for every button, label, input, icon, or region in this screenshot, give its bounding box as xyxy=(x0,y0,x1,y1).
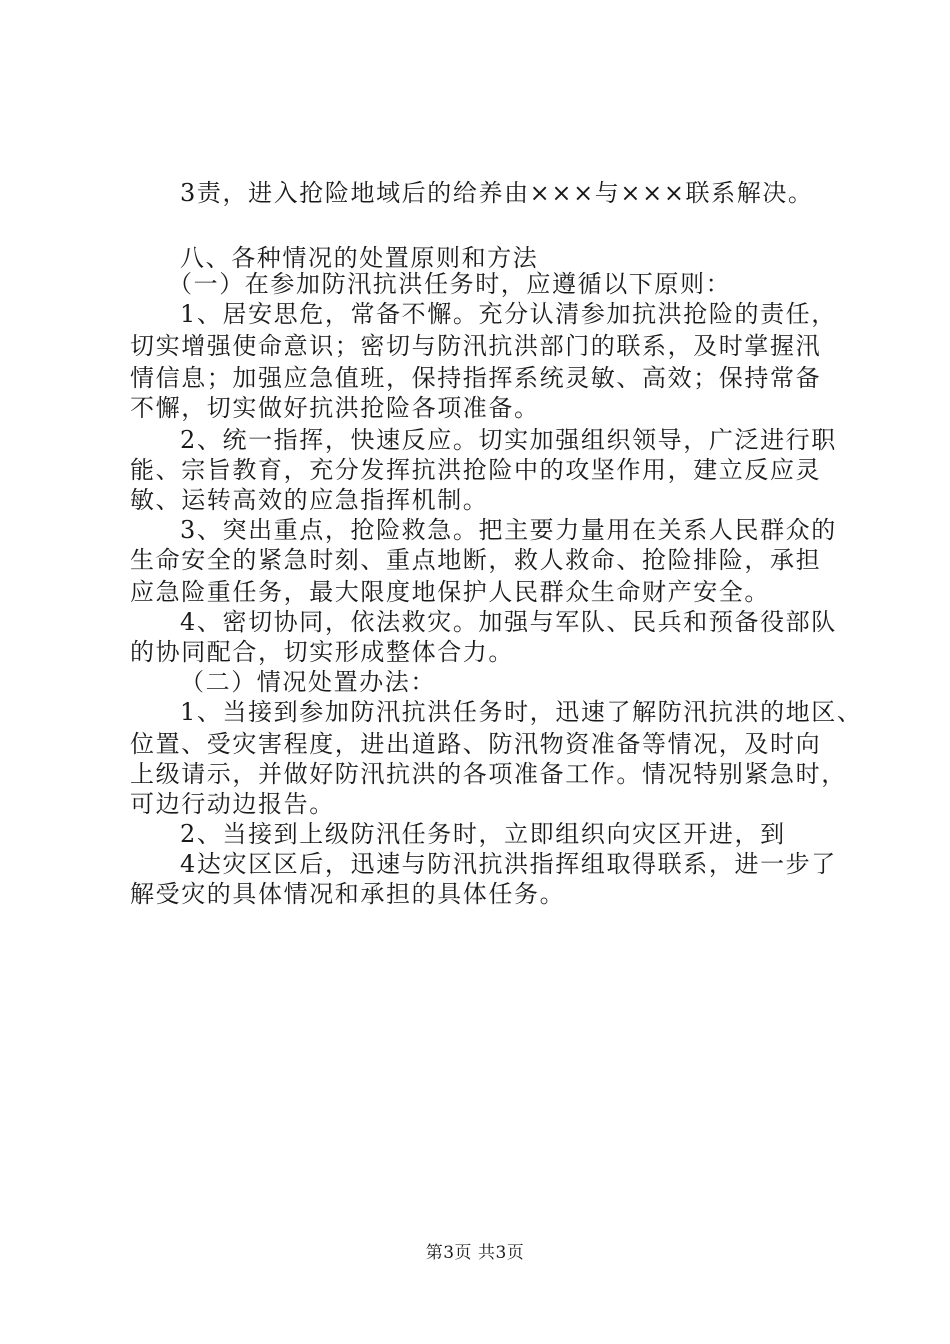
paragraph-line: 解受灾的具体情况和承担的具体任务。 xyxy=(130,880,566,908)
paragraph-line: 2、当接到上级防汛任务时，立即组织向灾区开进，到 xyxy=(180,820,786,848)
paragraph-line: 敏、运转高效的应急指挥机制。 xyxy=(130,486,489,514)
paragraph-line: 上级请示，并做好防汛抗洪的各项准备工作。情况特别紧急时， xyxy=(130,760,847,788)
subsection-heading: （一）在参加防汛抗洪任务时，应遵循以下原则： xyxy=(168,270,732,298)
paragraph-line: 不懈，切实做好抗洪抢险各项准备。 xyxy=(130,394,540,422)
paragraph-line: 1、当接到参加防汛抗洪任务时，迅速了解防汛抗洪的地区、 xyxy=(180,698,863,726)
paragraph-line: 可边行动边报告。 xyxy=(130,790,335,818)
paragraph-line: 应急险重任务，最大限度地保护人民群众生命财产安全。 xyxy=(130,578,770,606)
paragraph-line: 情信息；加强应急值班，保持指挥系统灵敏、高效；保持常备 xyxy=(130,364,822,392)
paragraph-line: 4、密切协同，依法救灾。加强与军队、民兵和预备役部队 xyxy=(180,608,837,636)
paragraph-line: 生命安全的紧急时刻、重点地断，救人救命、抢险排险，承担 xyxy=(130,546,822,574)
paragraph-line: 能、宗旨教育，充分发挥抗洪抢险中的攻坚作用，建立反应灵 xyxy=(130,456,822,484)
paragraph-line: 位置、受灾害程度，进出道路、防汛物资准备等情况，及时向 xyxy=(130,730,822,758)
paragraph-line: 的协同配合，切实形成整体合力。 xyxy=(130,638,514,666)
paragraph-line: 切实增强使命意识；密切与防汛抗洪部门的联系，及时掌握汛 xyxy=(130,332,822,360)
paragraph-line: 3、突出重点，抢险救急。把主要力量用在关系人民群众的 xyxy=(180,516,837,544)
subsection-heading: （二）情况处置办法： xyxy=(180,668,436,696)
paragraph-line: 4达灾区区后，迅速与防汛抗洪指挥组取得联系，进一步了 xyxy=(180,850,837,878)
paragraph-line: 1、居安思危，常备不懈。充分认清参加抗洪抢险的责任， xyxy=(180,300,837,328)
section-heading: 八、各种情况的处置原则和方法 xyxy=(180,244,539,272)
paragraph-line: 2、统一指挥，快速反应。切实加强组织领导，广泛进行职 xyxy=(180,426,837,454)
paragraph-line: 3责，进入抢险地域后的给养由×××与×××联系解决。 xyxy=(180,179,814,207)
page-number-footer: 第3页 共3页 xyxy=(425,1243,525,1263)
